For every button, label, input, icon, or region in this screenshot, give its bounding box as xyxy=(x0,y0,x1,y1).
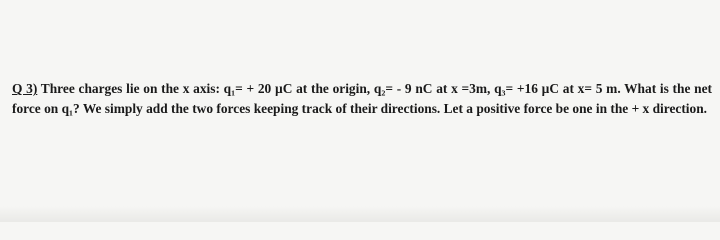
question-number: Q 3) xyxy=(12,81,38,97)
question-paragraph xyxy=(12,79,712,119)
page-bottom-shade xyxy=(0,206,720,222)
question-text: Three charges lie on the x axis: q₁= + 20 µC at the origin, q₂= - 9 nC at x =3m, q₃= +16 µC at x= 5 m. What is the net force on q₁? We simply add the two forces keeping track of their directions. Let a positive force be one in the + x direction. xyxy=(12,81,712,117)
